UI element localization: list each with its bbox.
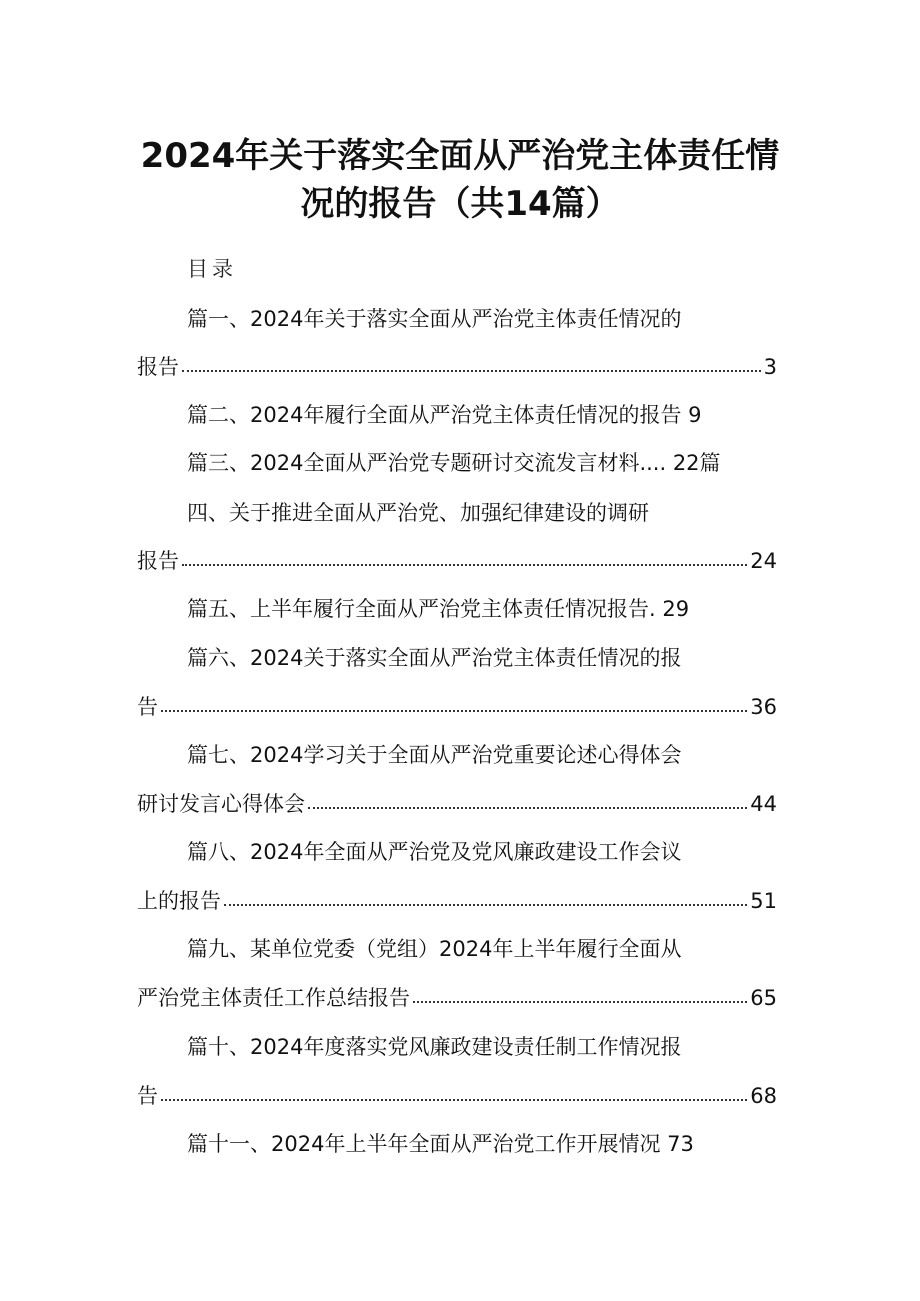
toc-entry-9[interactable]: 篇九、某单位党委（党组）2024年上半年履行全面从 <box>187 937 682 961</box>
toc-entry-2[interactable]: 篇二、2024年履行全面从严治党主体责任情况的报告 9 <box>187 403 702 427</box>
toc-entry-4-cont-text: 报告 <box>137 549 179 573</box>
toc-entry-6-page: 36 <box>750 695 777 719</box>
toc-entry-4-cont[interactable] <box>137 544 777 578</box>
dot-leader <box>161 1093 747 1101</box>
document-title-line-1: 2024年关于落实全面从严治党主体责任情 <box>140 136 780 176</box>
toc-entry-8-cont-text: 上的报告 <box>137 889 221 913</box>
toc-entry-6[interactable]: 篇六、2024关于落实全面从严治党主体责任情况的报 <box>187 646 682 670</box>
toc-heading: 目录 <box>187 257 237 281</box>
toc-entry-4-page: 24 <box>750 549 777 573</box>
toc-entry-7-cont-text: 研讨发言心得体会 <box>137 792 305 816</box>
toc-entry-7-page: 44 <box>750 792 777 816</box>
toc-entry-8-cont[interactable] <box>137 884 777 918</box>
toc-entry-8[interactable]: 篇八、2024年全面从严治党及党风廉政建设工作会议 <box>187 840 682 864</box>
toc-entry-8-page: 51 <box>750 889 777 913</box>
toc-entry-4[interactable]: 四、关于推进全面从严治党、加强纪律建设的调研 <box>187 501 649 525</box>
toc-entry-1[interactable]: 篇一、2024年关于落实全面从严治党主体责任情况的 <box>187 307 682 331</box>
dot-leader <box>182 364 761 372</box>
toc-entry-6-cont[interactable] <box>137 690 777 724</box>
toc-entry-10-page: 68 <box>750 1084 777 1108</box>
toc-entry-7[interactable]: 篇七、2024学习关于全面从严治党重要论述心得体会 <box>187 743 682 767</box>
toc-entry-3[interactable]: 篇三、2024全面从严治党专题研讨交流发言材料.... 22篇 <box>187 451 721 475</box>
toc-entry-5[interactable]: 篇五、上半年履行全面从严治党主体责任情况报告. 29 <box>187 597 690 621</box>
dot-leader <box>161 704 747 712</box>
dot-leader <box>182 558 747 566</box>
dot-leader <box>308 801 747 809</box>
toc-entry-1-cont[interactable] <box>137 350 777 384</box>
toc-entry-1-cont-text: 报告 <box>137 355 179 379</box>
toc-entry-11[interactable]: 篇十一、2024年上半年全面从严治党工作开展情况 73 <box>187 1132 694 1156</box>
dot-leader <box>413 995 747 1003</box>
toc-entry-6-cont-text: 告 <box>137 695 158 719</box>
document-title-line-2: 况的报告（共14篇） <box>300 184 620 224</box>
toc-entry-10[interactable]: 篇十、2024年度落实党风廉政建设责任制工作情况报 <box>187 1035 682 1059</box>
toc-entry-7-cont[interactable] <box>137 787 777 821</box>
toc-entry-9-cont-text: 严治党主体责任工作总结报告 <box>137 986 410 1010</box>
toc-entry-10-cont-text: 告 <box>137 1084 158 1108</box>
toc-entry-1-page: 3 <box>763 355 777 379</box>
toc-entry-9-page: 65 <box>750 986 777 1010</box>
dot-leader <box>224 898 747 906</box>
toc-entry-10-cont[interactable] <box>137 1079 777 1113</box>
toc-entry-9-cont[interactable] <box>137 981 777 1015</box>
